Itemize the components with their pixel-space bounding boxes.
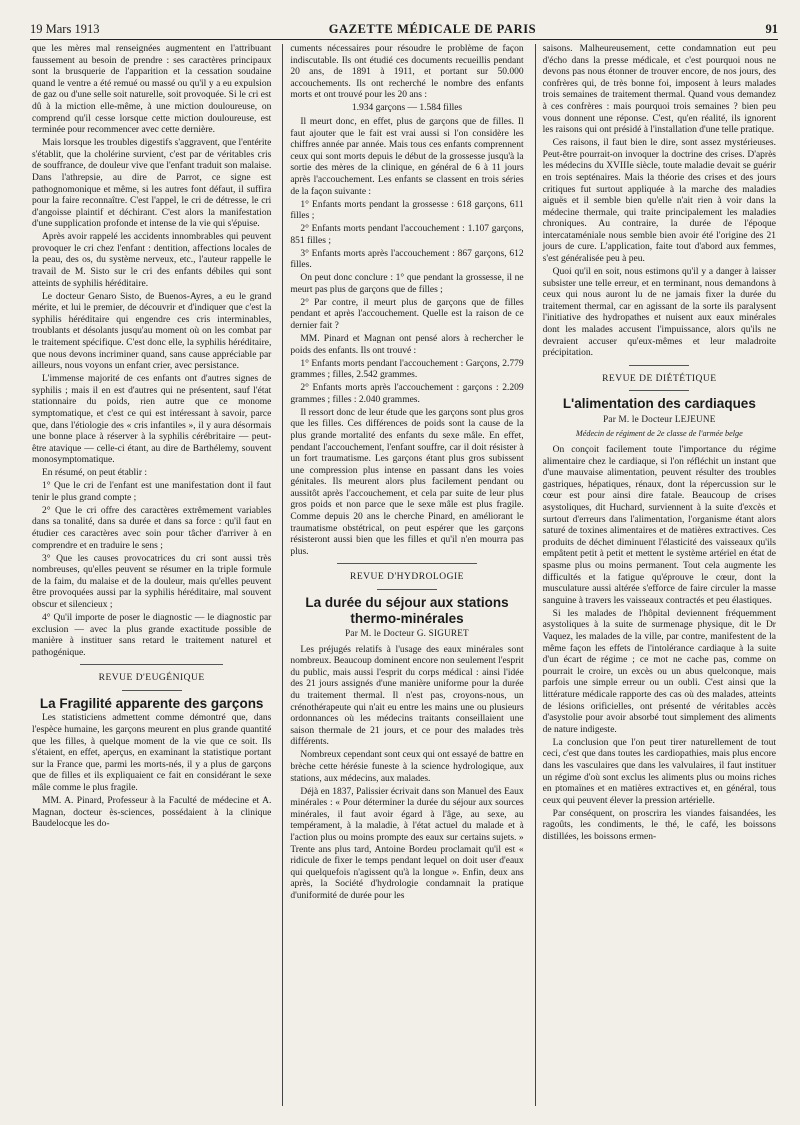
section-divider [629, 390, 689, 391]
section-divider [377, 589, 437, 590]
byline: Par M. le Docteur G. SIGURET [345, 628, 469, 639]
article-title: La Fragilité apparente des garçons [39, 695, 264, 711]
paragraph: saisons. Malheureusement, cette condamnation eut peu d'écho dans la presse médicale, et c'est pourquoi nous ne devons pas nous étonner de trouver encore, de nos jours, des confrères qui, de très bonne foi, imposent à leurs malades trois semaines de traitement thermal. Quand vous demandez à ces confrères : mais pourquoi trois semaines ? bien peu vous donnent une réponse. C'est, qu'en réalité, ils ignorent les raisons qui ont présidé à l'installation d'une telle pratique. [542, 44, 776, 136]
paragraph: que les mères mal renseignées augmentent en l'attribuant faussement au besoin de prendre : ses caractères principaux sont la brusquerie de l'apparition et la cessation soudaine quand le ventre a été remué ou massé ou qu'il y a eu expulsion de gaz ou d'une selle soit naturelle, soit provoquée. Si le cri est dû à la miction elle-même, à une miction douloureuse, on comprend qu'il cesse lorsque cette miction douloureuse, est terminée pour recommencer avec cette dernière. [32, 44, 272, 136]
paragraph: Les statisticiens admettent comme démontré que, dans l'espèce humaine, les garçons meurent en plus grande quantité que les filles, à quelque moment de la vie que ce soit. Ils s'étaient, en effet, aperçus, en examinant la statistique portant sur la France que, parmi les morts-nés, il y a plus de garçons que de filles et ils expliquaient ce fait en considérant le sexe mâle comme le plus fragile. [32, 713, 272, 794]
paragraph: Ces raisons, il faut bien le dire, sont assez mystérieuses. Peut-être pourrait-on invoquer la doctrine des crises. D'après les médecins du XVIIIe siècle, toute maladie devait se guérir en trois septénaires. Mais la théorie des crises et des jours critiques fut surtout appliquée à la marche des maladies aiguës et il semble bien qu'elle n'ait rien à voir dans la médecine thermale, qui traite principalement les maladies chroniques. Au contraire, la durée de l'époque intercataméniale nous semble bien avoir été l'origine des 21 jours de cure. L'application, faite tout d'abord aux femmes, s'est généralisée peu à peu. [542, 138, 776, 265]
section-rubric: REVUE DE DIÉTÉTIQUE [602, 373, 717, 384]
paragraph: La conclusion que l'on peut tirer naturellement de tout ceci, c'est que dans toutes les cardiopathies, mais plus encore dans les vasculaires que dans les valvulaires, il faut instituer un régime d'où sont exclus les aliments plus ou moins riches en ptomaïnes et en matières extractives et, en général, tous ceux qui peuvent élever la pression artérielle. [542, 737, 776, 806]
section-divider [629, 365, 689, 366]
paragraph: On peut donc conclure : 1° que pendant la grossesse, il ne meurt pas plus de garçons que de filles ; [290, 273, 524, 295]
journal-title: GAZETTE MÉDICALE DE PARIS [328, 22, 537, 36]
article-title: La durée du séjour aux stations thermo-minérales [305, 595, 509, 626]
section-rubric: REVUE D'HYDROLOGIE [350, 572, 464, 583]
paragraph: 2° Enfants morts après l'accouchement : garçons : 2.209 grammes ; filles : 2.040 grammes. [290, 383, 524, 405]
author-affiliation: Médecin de régiment de 2e classe de l'armée belge [575, 428, 743, 438]
column-1 [30, 44, 273, 1106]
issue-date: 19 Mars 1913 [30, 22, 100, 36]
section-divider [337, 563, 477, 564]
column-3 [535, 44, 778, 1106]
paragraph: Il meurt donc, en effet, plus de garçons que de filles. Il faut ajouter que le fait est vrai aussi si l'on considère les chiffres année par année. Mais tous ces enfants comprennent ceux qui sont morts depuis le début de la grossesse jusqu'à la sortie des mères de la clinique, en général de 6 à 11 jours après l'accouchement. Les enfants se classent en trois séries de la façon suivante : [290, 116, 524, 197]
paragraph: Quoi qu'il en soit, nous estimons qu'il y a danger à laisser subsister une telle erreur, et en terminant, nous demandons à ceux qui nous auront lu de ne jamais fixer la durée du traitement thermal, car en agissant de la sorte ils paralysent l'initiative des hydropathes et nuisent aux eaux minérales dont les malades accusent l'impuissance, alors qu'ils ne devraient accuser qu'eux-mêmes et leur maladroite précipitation. [542, 267, 776, 359]
paragraph: Le docteur Genaro Sisto, de Buenos-Ayres, a eu le grand mérite, et lui le premier, de découvrir et d'indiquer que c'est la syphilis héréditaire qui engendre ces cris interminables, troublants et désolants jusqu'au moment où on les combat par le traitement spécifique. C'est donc elle, la syphilis héréditaire, que nous devons incriminer quand, sans cause appréciable par ailleurs, nous voyons un enfant crier, avec persistance. [32, 291, 272, 372]
text-columns [30, 44, 778, 1106]
article-title: L'alimentation des cardiaques [562, 396, 756, 412]
paragraph: 4° Qu'il importe de poser le diagnostic — le diagnostic par exclusion — avec la plus grande exactitude possible de manière à instituer sans retard le traitement naturel et pathogénique. [32, 613, 272, 658]
paragraph: Si les malades de l'hôpital deviennent fréquemment asystoliques à la suite de surmenage physique, dit le Dr Vaquez, les malades de la ville, par contre, manifestent de la même façon les effets de l'intolérance cardiaque à la suite d'un écart de régime ; ce mot ne cache pas, comme on pourrait le croire, un excès ou un abus quelconque, mais parfois une simple erreur ou un oubli. C'est ainsi que la littérature médicale rapporte des cas où des malades, atteints de lésions orificielles, ont présenté de véritables accès d'asystolie pour avoir absorbé tout simplement des aliments de nature indigeste. [542, 608, 776, 735]
paragraph: En résumé, on peut établir : [42, 468, 147, 479]
byline: Par M. le Docteur LEJEUNE [603, 413, 716, 424]
page-header [30, 22, 778, 40]
statistics-line: 1.934 garçons — 1.584 filles [351, 103, 463, 114]
paragraph: 1° Que le cri de l'enfant est une manifestation dont il faut tenir le plus grand compte ; [32, 481, 272, 503]
paragraph: 1° Enfants morts pendant l'accouchement : Garçons, 2.779 grammes ; filles, 2.542 grammes. [290, 358, 524, 381]
paragraph: cuments nécessaires pour résoudre le problème de façon indiscutable. Ils ont étudié ces documents recueillis pendant 20 ans, de 1891 à 1911, et portant sur 50.000 accouchements. Ils ont recherché le nombre des enfants morts et ont trouvé pour les 20 ans : [290, 44, 524, 101]
section-divider [122, 690, 182, 691]
section-rubric: REVUE D'EUGÉNIQUE [98, 673, 205, 684]
paragraph: Par conséquent, on proscrira les viandes faisandées, les ragoûts, les condiments, le thé, le café, les boissons distillées, les boissons ermen- [542, 808, 776, 842]
paragraph: 2° Que le cri offre des caractères extrêmement variables dans sa tonalité, dans sa durée et dans sa force : qu'il faut en étudier ces caractères avec soin pour tâcher d'arriver à en comprendre et en traduire le sens ; [32, 505, 272, 551]
paragraph: L'immense majorité de ces enfants ont d'autres signes de syphilis ; mais il en est d'autres qui ne présentent, sauf l'état stationnaire du poids, rien autre que ce monome symptomatique, et c'est ce qui est intéressant à savoir, parce que, dans l'étiologie des « cris infantiles », il y aura désormais une bonne place à réserver à la syphilis cérébritaire — peut-être atavique — celle-ci étant, au dire de Barthélemy, souvent monosymptomatique. [32, 374, 272, 466]
paragraph: MM. A. Pinard, Professeur à la Faculté de médecine et A. Magnan, docteur ès-sciences, possédaient à la clinique Baudelocque les do- [32, 796, 272, 830]
paragraph: 2° Enfants morts pendant l'accouchement : 1.107 garçons, 851 filles ; [290, 224, 524, 246]
paragraph: Déjà en 1837, Palissier écrivait dans son Manuel des Eaux minérales : « Pour déterminer la durée du séjour aux sources minérales, il faut avoir égard à l'âge, au sexe, au tempérament, à la maladie, à l'état actuel du malade et à l'action plus ou moins prompte des eaux sur certains sujets. » Trente ans plus tard, Antoine Bordeu proclamait qu'il est « ridicule de fixer le temps pendant lequel on doit user d'eaux qui quelquefois n'agissent qu'à la longue ». Enfin, deux ans après, la Société d'hydrologie condamnait la pratique d'uniformité de durée pour les [290, 786, 524, 901]
paragraph: 1° Enfants morts pendant la grossesse : 618 garçons, 611 filles ; [290, 199, 524, 222]
column-2 [282, 44, 525, 1106]
page-number: 91 [765, 22, 778, 36]
paragraph: On conçoit facilement toute l'importance du régime alimentaire chez le cardiaque, si l'on réfléchit un instant que d'une mauvaise alimentation, peuvent résulter des troubles gastriques, hépatiques, rénaux, dont la répercussion sur le cœur est pour ainsi dire fatale. Beaucoup de crises asystoliques, dit Huchard, surviennent à la suite d'excès et surtout d'erreurs dans l'alimentation, l'organisme étant alors saturé de toxines alimentaires et de matières extractives. Ces produits de déchet diminuent l'élasticité des vaisseaux qu'ils empâtent petit à petit et mettent le système artériel en état de spasme plus ou moins permanent. Tout cela augmente les difficultés et la fatigue qu'éprouve le cœur, dont la musculature aussi altérée s'efforce de faire circuler la masse sanguine à travers les vaisseaux contractés et peu élastiques. [542, 445, 776, 606]
paragraph: 2° Par contre, il meurt plus de garçons que de filles pendant et après l'accouchement. Quelle est la raison de ce dernier fait ? [290, 297, 524, 331]
paragraph: Après avoir rappelé les accidents innombrables qui peuvent provoquer le cri chez l'enfant : dentition, affections locales de la peau, des os, du système nerveux, etc., l'auteur rappelle le travail de M. Sisto sur le cri des enfants débiles qui sont atteints de syphilis héréditaire. [32, 232, 272, 289]
paragraph: MM. Pinard et Magnan ont pensé alors à rechercher le poids des enfants. Ils ont trouvé : [290, 333, 524, 356]
paragraph: 3° Enfants morts après l'accouchement : 867 garçons, 612 filles. [290, 248, 524, 271]
paragraph: Il ressort donc de leur étude que les garçons sont plus gros que les filles. Ces différences de poids sont la cause de la plus grande mortalité des enfants du sexe mâle. En effet, pendant l'accouchement, l'enfant souffre, car il doit résister à un fort traumatisme. Les garçons étant plus gros subissent une compression plus intense en passant dans les voies génitales. Ils meurent alors plus facilement pendant ou aussitôt après l'accouchement, et cela par suite de leur plus gros poids et non parce que le sexe mâle est plus fragile. Comme depuis 20 ans le cherche Pinard, en améliorant le traumatisme obstétrical, on peut espérer que les garçons résisteront aussi bien que les filles et qu'il n'en mourra pas plus. [290, 407, 524, 557]
paragraph: Mais lorsque les troubles digestifs s'aggravent, que l'entérite s'établit, que la cholérine survient, c'est par de véritables cris de souffrance, de douleur vive que l'enfant traduit son malaise. Dans l'athrepsie, au dire de Parrot, ce signe est pathognomonique et même, si les autres font défaut, il suffira pour la faire reconnaître. C'est l'appel, le cri de détresse, le cri d'angoisse plaintif et déchirant. C'est alors la manifestation d'une supplication profonde et intense de la vie qui s'épuise. [32, 138, 272, 230]
paragraph: Nombreux cependant sont ceux qui ont essayé de battre en brèche cette hérésie funeste à la science hydrologique, aux stations, aux médecins, aux malades. [290, 750, 524, 784]
paragraph: 3° Que les causes provocatrices du cri sont aussi très nombreuses, qu'elles peuvent se résumer en la triple formule de la faim, du malaise et de la douleur, mais qu'elles peuvent être provoquées aussi par la syphilis héréditaire, mal souvent obscur et silencieux ; [32, 553, 272, 611]
paragraph: Les préjugés relatifs à l'usage des eaux minérales sont nombreux. Beaucoup dominent encore non seulement l'esprit du public, mais aussi l'esprit du corps médical : ainsi l'idée des 21 jours assignés d'une manière uniforme pour la durée du traitement thermal. Il n'est pas, croyons-nous, un crénothérapeute qui n'ait eu entre les mains une ou plusieurs ordonnances où les médecins traitants conseillaient une saison thermale de 21 jours, et ce pour des malades très différents. [290, 644, 524, 748]
section-divider [80, 664, 224, 665]
